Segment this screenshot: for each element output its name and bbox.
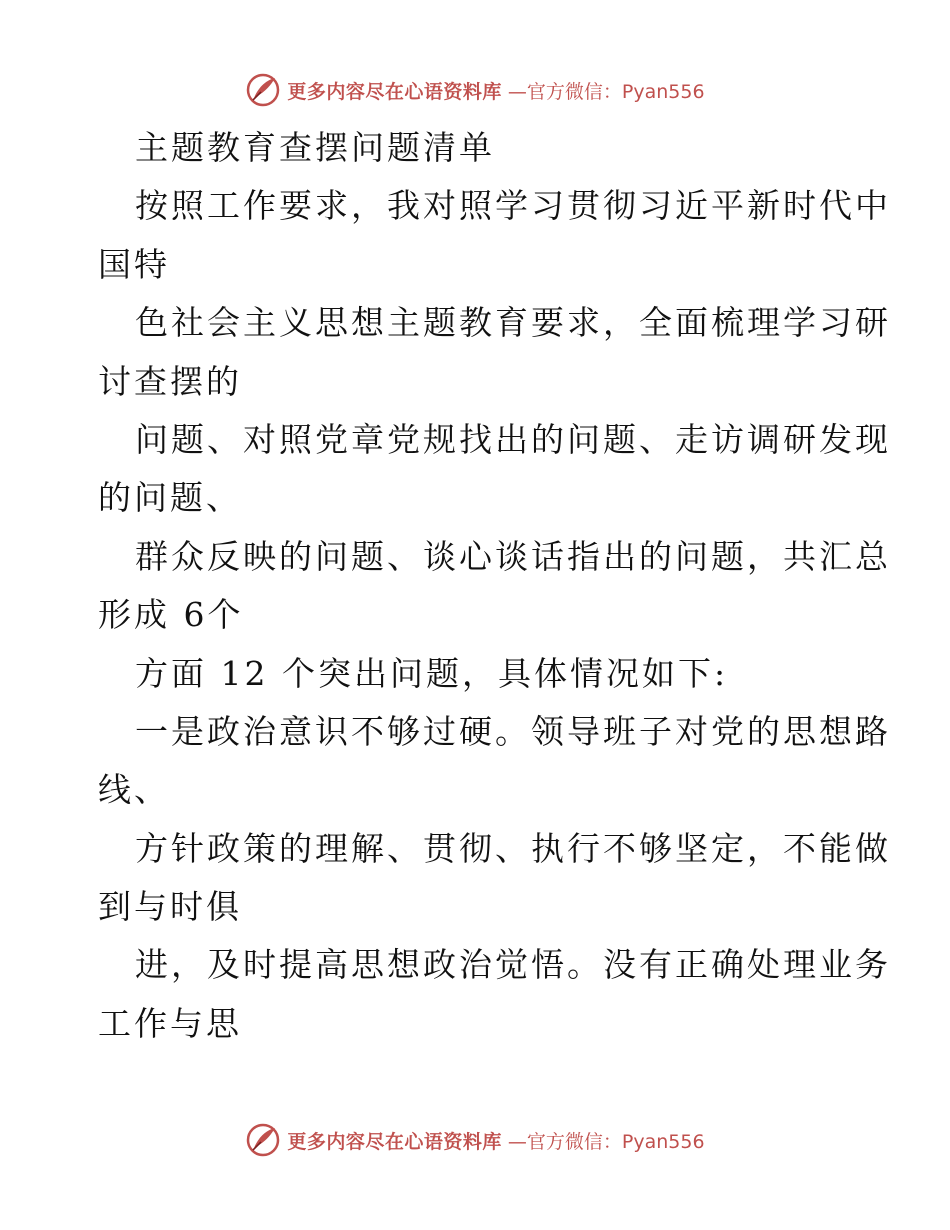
text-line: 的问题、 [98,478,242,518]
text-line: 方针政策的理解、贯彻、执行不够坚定，不能做 [135,828,891,868]
text-line: 方面 12 个突出问题，具体情况如下: [135,653,729,693]
text-line: 线、 [98,770,170,810]
feather-pen-logo-icon [245,72,281,108]
text-line: 工作与思 [98,1003,242,1043]
document-title: 主题教育查摆问题清单 [135,128,495,167]
banner-wechat-text: —官方微信：Pyan556 [507,1130,705,1153]
text-line: 形成 6个 [98,595,244,635]
text-line: 群众反映的问题、谈心谈话指出的问题，共汇总 [135,536,891,576]
text-line: 按照工作要求，我对照学习贯彻习近平新时代中 [135,186,891,226]
text-line: 讨查摆的 [98,361,242,401]
banner-brand-text: 更多内容尽在心语资料库 [287,80,502,103]
banner-brand-text: 更多内容尽在心语资料库 [287,1130,502,1153]
text-line: 问题、对照党章党规找出的问题、走访调研发现 [135,419,891,459]
banner-wechat-text: —官方微信：Pyan556 [507,80,705,103]
feather-pen-logo-icon [245,1122,281,1158]
text-line: 色社会主义思想主题教育要求，全面梳理学习研 [135,303,891,343]
text-line: 到与时俱 [98,887,242,927]
text-line: 一是政治意识不够过硬。领导班子对党的思想路 [135,711,891,751]
footer-banner [0,1120,950,1160]
header-banner [0,70,950,110]
text-line: 国特 [98,244,170,284]
text-line: 进，及时提高思想政治觉悟。没有正确处理业务 [135,945,891,985]
document-body [98,119,891,1053]
